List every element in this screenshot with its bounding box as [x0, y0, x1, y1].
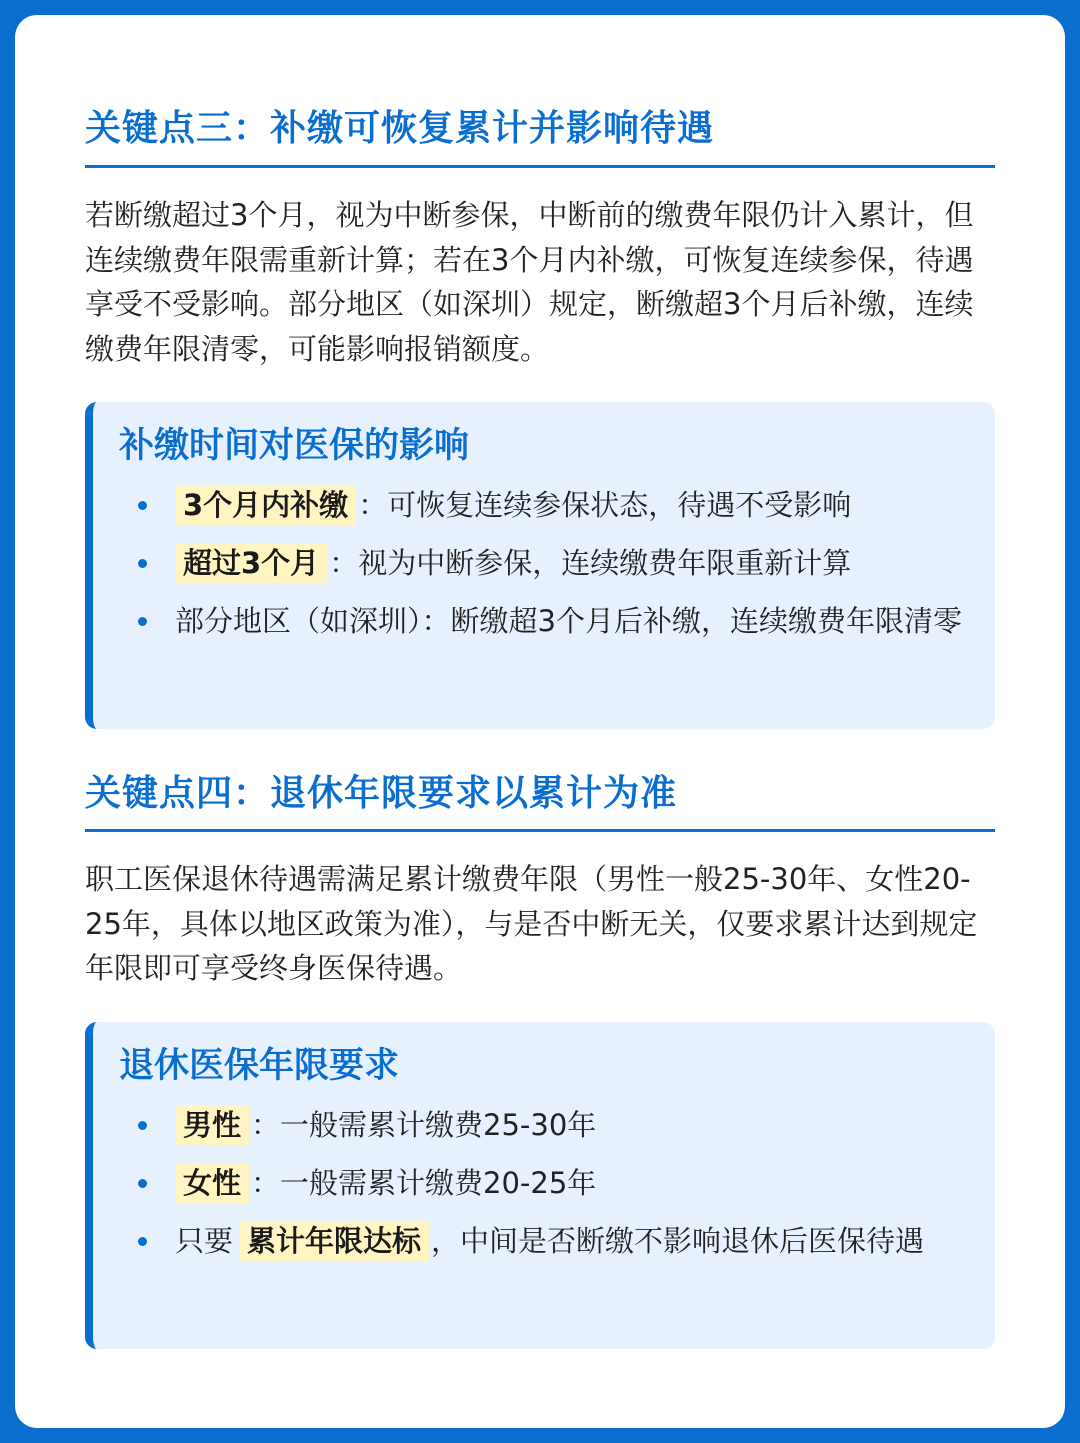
- list-item: [119, 1220, 969, 1262]
- list-item-text: ，中间是否断缴不影响退休后医保待遇: [431, 1224, 925, 1258]
- highlight-label: 男性: [175, 1105, 249, 1145]
- callout-box-3: [85, 402, 995, 729]
- bullet-dot-icon: [138, 1121, 147, 1130]
- highlight-label: 3个月内补缴: [175, 485, 356, 525]
- highlight-label: 累计年限达标: [239, 1221, 429, 1261]
- list-item: [119, 600, 969, 642]
- list-item-prefix: 只要: [175, 1224, 234, 1258]
- list-item-text: ：可恢复连续参保状态，待遇不受影响: [358, 488, 852, 522]
- section-heading-4: 关键点四：退休年限要求以累计为准: [85, 773, 678, 814]
- section-paragraph-4: 职工医保退休待遇需满足累计缴费年限（男性一般25-30年、女性20-25年，具体以地区政策为准），与是否中断无关，仅要求累计达到规定年限即可享受终身医保待遇。: [85, 862, 978, 985]
- highlight-label: 女性: [175, 1163, 249, 1203]
- list-item-text: ：一般需累计缴费25-30年: [251, 1108, 597, 1142]
- highlight-label: 超过3个月: [175, 543, 327, 583]
- bullet-dot-icon: [138, 617, 147, 626]
- content-card: [15, 15, 1065, 1428]
- bullet-dot-icon: [138, 1179, 147, 1188]
- section-paragraph-3: 若断缴超过3个月，视为中断参保，中断前的缴费年限仍计入累计，但连续缴费年限需重新计算；若在3个月内补缴，可恢复连续参保，待遇享受不受影响。部分地区（如深圳）规定，断缴超3个月后补缴，连续缴费年限清零，可能影响报销额度。: [85, 198, 974, 366]
- list-item-text: 部分地区（如深圳）：断缴超3个月后补缴，连续缴费年限清零: [175, 604, 962, 638]
- list-item: [119, 1104, 969, 1146]
- bullet-dot-icon: [138, 1237, 147, 1246]
- bullet-dot-icon: [138, 559, 147, 568]
- bullet-dot-icon: [138, 501, 147, 510]
- callout-box-4: [85, 1022, 995, 1349]
- section-divider-4: [85, 829, 995, 832]
- callout-title-4: 退休医保年限要求: [119, 1046, 400, 1086]
- list-item: [119, 484, 969, 526]
- list-item: [119, 1162, 969, 1204]
- callout-title-3: 补缴时间对医保的影响: [119, 426, 470, 466]
- list-item-text: ：一般需累计缴费20-25年: [251, 1166, 597, 1200]
- list-item-text: ：视为中断参保，连续缴费年限重新计算: [329, 546, 852, 580]
- bullet-list-3: [119, 484, 969, 658]
- section-heading-3: 关键点三：补缴可恢复累计并影响待遇: [85, 108, 715, 149]
- bullet-list-4: [119, 1104, 969, 1278]
- list-item: [119, 542, 969, 584]
- section-divider-3: [85, 165, 995, 168]
